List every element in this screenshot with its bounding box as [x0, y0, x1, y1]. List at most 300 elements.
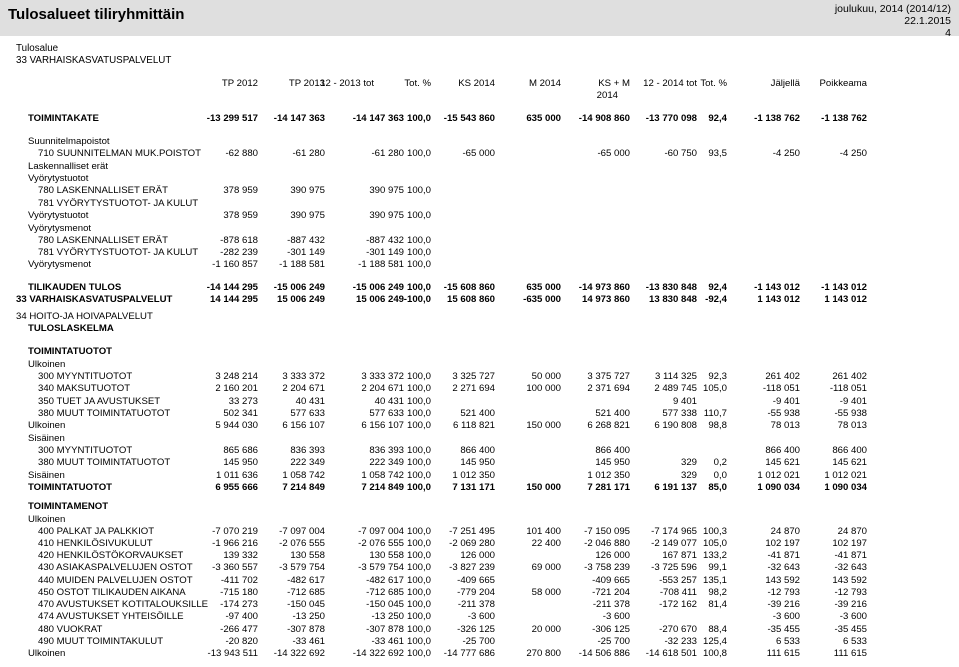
cell-value: 33 273	[228, 396, 258, 407]
row-label: 33 VARHAISKASVATUSPALVELUT	[16, 294, 173, 305]
cell-value: -1 138 762	[821, 113, 867, 124]
col-header-tp2013: TP 2013	[288, 78, 325, 89]
cell-value: 2 160 201	[215, 383, 258, 394]
cell-value: -65 000	[597, 148, 630, 159]
cell-value: -14 973 860	[578, 282, 630, 293]
row-label: Sisäinen	[28, 470, 65, 481]
table-row	[0, 636, 959, 648]
cell-value: -2 076 555	[358, 538, 404, 549]
cell-value: 98,2	[708, 587, 727, 598]
row-label: TULOSLASKELMA	[28, 323, 114, 334]
cell-value: 3 114 325	[655, 371, 697, 382]
cell-value: 99,1	[708, 562, 727, 573]
col-header-ks-m-line2: 2014	[596, 90, 618, 101]
cell-value: 14 144 295	[209, 294, 258, 305]
row-label: 350 TUET JA AVUSTUKSET	[38, 396, 161, 407]
cell-value: 6 190 808	[654, 420, 697, 431]
cell-value: -3 579 754	[279, 562, 325, 573]
cell-value: 15 608 860	[446, 294, 495, 305]
cell-value: 6 156 107	[282, 420, 325, 431]
cell-value: -3 725 596	[651, 562, 697, 573]
cell-value: -7 251 495	[449, 526, 495, 537]
row-label: Vyörytysmenot	[28, 223, 92, 234]
cell-value: 222 349	[290, 457, 325, 468]
row-label: 780 LASKENNALLISET ERÄT	[38, 185, 168, 196]
cell-value: -13 770 098	[645, 113, 697, 124]
cell-value: -301 149	[366, 247, 404, 258]
cell-value: -61 280	[371, 148, 404, 159]
cell-value: -35 455	[834, 624, 867, 635]
cell-value: -13 250	[371, 611, 404, 622]
row-label: Vyörytystuotot	[28, 210, 89, 221]
cell-value: 100,0	[406, 550, 431, 561]
cell-value: 1 011 636	[216, 470, 258, 481]
cell-value: -2 076 555	[279, 538, 325, 549]
cell-value: 100 000	[526, 383, 561, 394]
cell-value: -326 125	[457, 624, 495, 635]
report-title-bar	[0, 0, 959, 36]
cell-value: -306 125	[592, 624, 630, 635]
row-label: Laskennalliset erät	[28, 161, 108, 172]
cell-value: 92,3	[708, 371, 727, 382]
cell-value: -25 700	[462, 636, 495, 647]
cell-value: -2 149 077	[651, 538, 697, 549]
row-label: Sisäinen	[28, 433, 65, 444]
row-label: 781 VYÖRYTYSTUOTOT- JA KULUT	[38, 198, 199, 209]
table-row	[0, 482, 959, 494]
col-header-ks-m	[597, 78, 630, 102]
cell-value: -7 070 219	[212, 526, 258, 537]
cell-value: -635 000	[523, 294, 561, 305]
cell-value: -174 273	[220, 599, 258, 610]
cell-value: -708 411	[659, 587, 697, 598]
cell-value: -1 143 012	[754, 282, 800, 293]
table-row	[0, 408, 959, 420]
cell-value: 100,0	[406, 247, 431, 258]
cell-value: 7 214 849	[282, 482, 325, 493]
col-header-2013-tot: 12 - 2013 tot	[320, 78, 374, 89]
cell-value: 50 000	[531, 371, 561, 382]
table-row	[0, 562, 959, 574]
cell-value: -211 378	[592, 599, 630, 610]
table-row	[0, 550, 959, 562]
cell-value: 9 401	[672, 396, 697, 407]
table-row	[0, 173, 959, 185]
cell-value: -721 204	[592, 587, 630, 598]
row-label: 710 SUUNNITELMAN MUK.POISTOT	[38, 148, 201, 159]
cell-value: -61 280	[292, 148, 325, 159]
cell-value: 139 332	[223, 550, 258, 561]
cell-value: -7 097 004	[279, 526, 325, 537]
cell-value: 100,0	[406, 210, 431, 221]
page-number: 4	[945, 27, 951, 39]
cell-value: 390 975	[290, 185, 325, 196]
cell-value: -7 097 004	[358, 526, 404, 537]
cell-value: -55 938	[834, 408, 867, 419]
report-period: joulukuu, 2014 (2014/12)	[834, 3, 951, 15]
cell-value: -4 250	[772, 148, 800, 159]
cell-value: 111 615	[766, 648, 800, 659]
cell-value: 2 271 694	[452, 383, 495, 394]
cell-value: 167 871	[662, 550, 697, 561]
table-row	[0, 371, 959, 383]
cell-value: 143 592	[765, 575, 800, 586]
table-row	[0, 235, 959, 247]
cell-value: 100,0	[406, 599, 431, 610]
table-row	[0, 599, 959, 611]
cell-value: 1 058 742	[282, 470, 325, 481]
cell-value: -15 006 249	[273, 282, 325, 293]
cell-value: 100,0	[406, 396, 431, 407]
cell-value: 7 214 849	[361, 482, 404, 493]
cell-value: -9 401	[839, 396, 867, 407]
cell-value: -13 250	[292, 611, 325, 622]
table-row	[0, 185, 959, 197]
cell-value: 145 950	[223, 457, 258, 468]
cell-value: -3 827 239	[449, 562, 495, 573]
cell-value: 836 393	[369, 445, 404, 456]
row-label: TILIKAUDEN TULOS	[28, 282, 122, 293]
row-label: 34 HOITO-JA HOIVAPALVELUT	[16, 311, 153, 322]
row-label: Suunnitelmapoistot	[28, 136, 110, 147]
cell-value: -92,4	[705, 294, 727, 305]
cell-value: -32 233	[664, 636, 697, 647]
cell-value: -7 150 095	[584, 526, 630, 537]
cell-value: 3 333 372	[282, 371, 325, 382]
cell-value: 126 000	[595, 550, 630, 561]
table-row	[0, 470, 959, 482]
cell-value: -41 871	[767, 550, 800, 561]
cell-value: 150 000	[526, 482, 561, 493]
cell-value: 100,0	[406, 371, 431, 382]
col-header-tot-pct-2013: Tot. %	[404, 78, 431, 89]
cell-value: -118 051	[762, 383, 800, 394]
cell-value: 125,4	[702, 636, 727, 647]
cell-value: -307 878	[287, 624, 325, 635]
cell-value: 866 400	[595, 445, 630, 456]
table-row	[0, 538, 959, 550]
cell-value: 130 558	[290, 550, 325, 561]
row-label: 470 AVUSTUKSET KOTITALOUKSILLE	[38, 599, 209, 610]
row-label: Ulkoinen	[28, 648, 66, 659]
cell-value: -14 322 692	[352, 648, 404, 659]
cell-value: -3 600	[467, 611, 495, 622]
cell-value: -211 378	[457, 599, 495, 610]
cell-value: -270 670	[659, 624, 697, 635]
table-row	[0, 396, 959, 408]
row-label: 420 HENKILÖSTÖKORVAUKSET	[38, 550, 184, 561]
cell-value: 69 000	[531, 562, 561, 573]
cell-value: 100,0	[406, 113, 431, 124]
cell-value: 6 955 666	[215, 482, 258, 493]
cell-value: -32 643	[767, 562, 800, 573]
cell-value: 6 533	[775, 636, 800, 647]
cell-value: -779 204	[457, 587, 495, 598]
cell-value: -1 138 762	[754, 113, 800, 124]
cell-value: -150 045	[366, 599, 404, 610]
cell-value: -150 045	[287, 599, 325, 610]
cell-value: -3 360 557	[212, 562, 258, 573]
table-row	[0, 514, 959, 526]
cell-value: 521 400	[595, 408, 630, 419]
cell-value: -1 188 581	[279, 259, 325, 270]
cell-value: 24 870	[837, 526, 867, 537]
cell-value: 100,0	[406, 235, 431, 246]
table-row	[0, 247, 959, 259]
table-row	[0, 587, 959, 599]
table-row	[0, 148, 959, 160]
table-row	[0, 383, 959, 395]
row-label: 440 MUIDEN PALVELUJEN OSTOT	[38, 575, 193, 586]
cell-value: -266 477	[220, 624, 258, 635]
cell-value: 836 393	[290, 445, 325, 456]
cell-value: -9 401	[772, 396, 800, 407]
cell-value: 100,0	[406, 470, 431, 481]
cell-value: 100,0	[406, 587, 431, 598]
cell-value: 1 012 350	[452, 470, 495, 481]
cell-value: 3 325 727	[452, 371, 495, 382]
cell-value: -25 700	[597, 636, 630, 647]
cell-value: -14 147 363	[273, 113, 325, 124]
cell-value: 6 191 137	[654, 482, 697, 493]
cell-value: 6 118 821	[453, 420, 495, 431]
cell-value: 85,0	[708, 482, 727, 493]
col-header-2014-tot: 12 - 2014 tot	[643, 78, 697, 89]
cell-value: -20 820	[225, 636, 258, 647]
cell-value: 7 131 171	[452, 482, 495, 493]
cell-value: -100,0	[403, 294, 431, 305]
cell-value: 6 268 821	[587, 420, 630, 431]
cell-value: 100,0	[406, 457, 431, 468]
table-row	[0, 575, 959, 587]
cell-value: 865 686	[223, 445, 258, 456]
cell-value: 100,0	[406, 611, 431, 622]
row-label: 400 PALKAT JA PALKKIOT	[38, 526, 155, 537]
cell-value: 502 341	[223, 408, 258, 419]
cell-value: 78 013	[837, 420, 867, 431]
cell-value: 390 975	[369, 210, 404, 221]
cell-value: 329	[680, 457, 697, 468]
cell-value: 135,1	[702, 575, 727, 586]
cell-value: 6 533	[842, 636, 867, 647]
cell-value: 145 950	[595, 457, 630, 468]
col-header-tot-pct-2014: Tot. %	[700, 78, 727, 89]
cell-value: -301 149	[287, 247, 325, 258]
table-row	[0, 311, 959, 323]
row-label: TOIMINTATUOTOT	[28, 482, 113, 493]
cell-value: 102 197	[765, 538, 800, 549]
cell-value: 1 143 012	[757, 294, 800, 305]
cell-value: 78 013	[770, 420, 800, 431]
table-row	[0, 420, 959, 432]
cell-value: 635 000	[526, 282, 561, 293]
cell-value: 3 375 727	[587, 371, 630, 382]
cell-value: 261 402	[832, 371, 867, 382]
row-label: 380 MUUT TOIMINTATUOTOT	[38, 408, 171, 419]
cell-value: 5 944 030	[215, 420, 258, 431]
cell-value: -12 793	[767, 587, 800, 598]
cell-value: -715 180	[220, 587, 258, 598]
cell-value: -33 461	[371, 636, 404, 647]
table-row	[0, 359, 959, 371]
cell-value: -3 600	[602, 611, 630, 622]
cell-value: 105,0	[702, 538, 727, 549]
col-header-jaljella: Jäljellä	[770, 78, 800, 89]
cell-value: 577 338	[662, 408, 697, 419]
row-label: Ulkoinen	[28, 514, 66, 525]
cell-value: -60 750	[664, 148, 697, 159]
col-header-tp2012: TP 2012	[221, 78, 258, 89]
cell-value: 100,0	[406, 185, 431, 196]
cell-value: -41 871	[834, 550, 867, 561]
cell-value: 100,0	[406, 282, 431, 293]
row-label: TOIMINTAMENOT	[28, 501, 109, 512]
cell-value: -3 600	[839, 611, 867, 622]
table-row	[0, 501, 959, 513]
cell-value: -1 188 581	[358, 259, 404, 270]
cell-value: -553 257	[659, 575, 697, 586]
cell-value: 130 558	[369, 550, 404, 561]
cell-value: 145 621	[832, 457, 867, 468]
cell-value: 93,5	[708, 148, 727, 159]
cell-value: 24 870	[770, 526, 800, 537]
meta-line-2: 33 VARHAISKASVATUSPALVELUT	[16, 55, 172, 66]
cell-value: -39 216	[767, 599, 800, 610]
table-row	[0, 624, 959, 636]
table-row	[0, 259, 959, 271]
cell-value: -2 046 880	[584, 538, 630, 549]
cell-value: 6 156 107	[361, 420, 404, 431]
cell-value: 100,0	[406, 538, 431, 549]
cell-value: 150 000	[526, 420, 561, 431]
cell-value: 88,4	[708, 624, 727, 635]
row-label: 474 AVUSTUKSET YHTEISÖILLE	[38, 611, 184, 622]
cell-value: -482 617	[287, 575, 325, 586]
cell-value: 111 615	[833, 648, 867, 659]
cell-value: -15 543 860	[443, 113, 495, 124]
cell-value: 100,0	[406, 383, 431, 394]
cell-value: 100,0	[406, 259, 431, 270]
cell-value: 1 058 742	[361, 470, 404, 481]
cell-value: -409 665	[592, 575, 630, 586]
table-row	[0, 611, 959, 623]
cell-value: -97 400	[225, 611, 258, 622]
cell-value: -13 943 511	[207, 648, 258, 659]
cell-value: -1 143 012	[821, 282, 867, 293]
cell-value: -14 908 860	[578, 113, 630, 124]
col-header-ks-m-line1: KS + M	[598, 78, 630, 89]
cell-value: 577 633	[369, 408, 404, 419]
cell-value: 100,0	[406, 420, 431, 431]
cell-value: -4 250	[839, 148, 867, 159]
table-row	[0, 433, 959, 445]
cell-value: -14 322 692	[273, 648, 325, 659]
cell-value: -887 432	[287, 235, 325, 246]
cell-value: 577 633	[290, 408, 325, 419]
cell-value: -282 239	[220, 247, 258, 258]
cell-value: -55 938	[767, 408, 800, 419]
cell-value: -3 758 239	[584, 562, 630, 573]
cell-value: 329	[680, 470, 697, 481]
table-row	[0, 323, 959, 335]
cell-value: 1 012 021	[757, 470, 800, 481]
cell-value: 222 349	[369, 457, 404, 468]
table-row	[0, 282, 959, 294]
cell-value: 866 400	[765, 445, 800, 456]
cell-value: 3 248 214	[215, 371, 258, 382]
cell-value: 1 143 012	[824, 294, 867, 305]
cell-value: -13 830 848	[645, 282, 697, 293]
cell-value: 1 090 034	[757, 482, 800, 493]
cell-value: 866 400	[832, 445, 867, 456]
cell-value: 2 489 745	[654, 383, 697, 394]
cell-value: 2 371 694	[587, 383, 630, 394]
table-row	[0, 526, 959, 538]
cell-value: 2 204 671	[361, 383, 404, 394]
report-date: 22.1.2015	[904, 15, 951, 27]
cell-value: 98,8	[708, 420, 727, 431]
cell-value: 15 006 249	[355, 294, 404, 305]
cell-value: -14 777 686	[443, 648, 495, 659]
row-label: 450 OSTOT TILIKAUDEN AIKANA	[38, 587, 186, 598]
table-row	[0, 445, 959, 457]
table-row	[0, 198, 959, 210]
cell-value: 92,4	[708, 282, 727, 293]
table-row	[0, 136, 959, 148]
cell-value: -14 618 501	[645, 648, 697, 659]
table-row	[0, 223, 959, 235]
cell-value: -1 966 216	[212, 538, 258, 549]
cell-value: -39 216	[834, 599, 867, 610]
row-label: 781 VYÖRYTYSTUOTOT- JA KULUT	[38, 247, 199, 258]
row-label: Ulkoinen	[28, 359, 66, 370]
cell-value: 40 431	[295, 396, 325, 407]
report-meta	[16, 43, 171, 67]
cell-value: 2 204 671	[282, 383, 325, 394]
row-label: 380 MUUT TOIMINTATUOTOT	[38, 457, 171, 468]
row-label: TOIMINTAKATE	[28, 113, 99, 124]
cell-value: -7 174 965	[651, 526, 697, 537]
cell-value: 1 012 350	[587, 470, 630, 481]
cell-value: -712 685	[366, 587, 404, 598]
cell-value: 14 973 860	[581, 294, 630, 305]
cell-value: -482 617	[366, 575, 404, 586]
cell-value: 20 000	[531, 624, 561, 635]
cell-value: 3 333 372	[361, 371, 404, 382]
cell-value: -33 461	[292, 636, 325, 647]
cell-value: 145 621	[765, 457, 800, 468]
cell-value: 0,0	[713, 470, 727, 481]
table-row	[0, 161, 959, 173]
cell-value: 0,2	[713, 457, 727, 468]
cell-value: -887 432	[366, 235, 404, 246]
cell-value: 378 959	[223, 185, 258, 196]
row-label: 410 HENKILÖSIVUKULUT	[38, 538, 153, 549]
cell-value: 100,0	[406, 575, 431, 586]
cell-value: -32 643	[834, 562, 867, 573]
report-period-block	[835, 3, 951, 27]
cell-value: 15 006 249	[276, 294, 325, 305]
table-row	[0, 113, 959, 125]
cell-value: -12 793	[834, 587, 867, 598]
row-label: 490 MUUT TOIMINTAKULUT	[38, 636, 164, 647]
cell-value: 81,4	[708, 599, 727, 610]
cell-value: 100,0	[406, 482, 431, 493]
cell-value: 100,0	[406, 445, 431, 456]
report-title: Tulosalueet tiliryhmittäin	[8, 6, 185, 23]
cell-value: 58 000	[531, 587, 561, 598]
col-header-m2014: M 2014	[529, 78, 561, 89]
